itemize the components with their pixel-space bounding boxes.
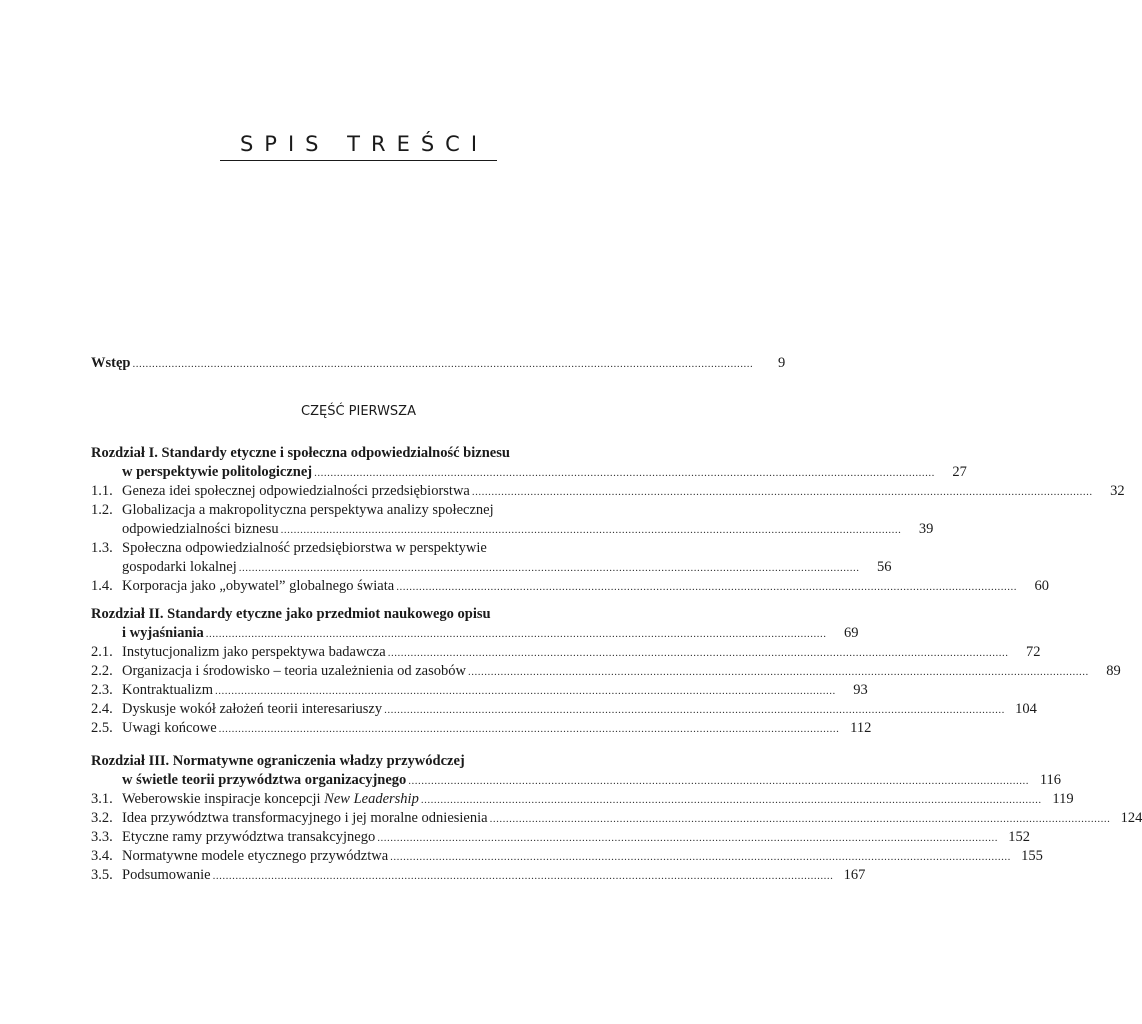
section-entry[interactable] [91, 828, 1030, 847]
dot-leader: ............................................................................................................................................................................................... [408, 775, 1030, 787]
section-number: 1.4. [91, 578, 113, 594]
chapter-title-line2[interactable]: w świetle teorii przywództwa organizacyjnego [122, 772, 407, 788]
section-number: 3.2. [91, 810, 113, 826]
chapter-2 [91, 605, 1121, 738]
section-title: Instytucjonalizm jako perspektywa badawcza [122, 644, 386, 660]
dot-leader: ............................................................................................................................................................................................... [314, 467, 935, 479]
dot-leader: ............................................................................................................................................................................................... [468, 666, 1089, 678]
dot-leader: ............................................................................................................................................................................................... [215, 685, 836, 697]
section-page: 119 [1052, 791, 1074, 807]
section-number: 3.5. [91, 867, 113, 883]
section-title: Podsumowanie [122, 867, 211, 883]
dot-leader: ............................................................................................................................................................................................... [132, 358, 754, 370]
section-page: 124 [1120, 810, 1142, 826]
section-title: Kontraktualizm [122, 682, 214, 698]
section-page: 60 [1034, 578, 1049, 594]
section-entry[interactable] [91, 662, 1121, 681]
section-entry[interactable] [91, 719, 872, 738]
chapter-page: 69 [844, 625, 859, 641]
dot-leader: ............................................................................................................................................................................................... [205, 628, 827, 640]
section-number: 2.5. [91, 720, 113, 736]
section-entry[interactable] [91, 577, 1049, 596]
chapter-page: 116 [1039, 772, 1062, 788]
section-title: Dyskusje wokół założeń teorii interesariuszy [122, 701, 383, 717]
section-entry[interactable] [91, 501, 623, 520]
chapter-title-line1[interactable]: Rozdział II. Standardy etyczne jako przedmiot naukowego opisu [91, 606, 491, 622]
chapter-page: 27 [952, 464, 967, 480]
section-title: Normatywne modele etycznego przywództwa [122, 848, 389, 864]
section-entry[interactable] [91, 847, 1043, 866]
section-title-italic: New Leadership [324, 791, 419, 807]
section-number: 2.2. [91, 663, 113, 679]
dot-leader: ............................................................................................................................................................................................... [420, 794, 1042, 806]
section-entry[interactable] [91, 866, 866, 885]
dot-leader: ............................................................................................................................................................................................... [489, 813, 1111, 825]
section-entry[interactable] [91, 790, 1074, 809]
section-entry[interactable] [91, 681, 868, 700]
chapter-title-line1[interactable]: Rozdział III. Normatywne ograniczenia władzy przywódczej [91, 753, 465, 769]
section-page: 112 [850, 720, 872, 736]
section-page: 32 [1110, 483, 1125, 499]
section-page: 155 [1021, 848, 1043, 864]
dot-leader: ............................................................................................................................................................................................... [238, 562, 860, 574]
section-title: Idea przywództwa transformacyjnego i jej moralne odniesienia [122, 810, 488, 826]
section-number: 3.1. [91, 791, 113, 807]
section-title: Społeczna odpowiedzialność przedsiębiorstwa w perspektywie [122, 540, 487, 556]
intro-label: Wstęp [91, 355, 131, 371]
section-title: Organizacja i środowisko – teoria uzależnienia od zasobów [122, 663, 466, 679]
section-entry[interactable] [91, 539, 623, 558]
dot-leader: ............................................................................................................................................................................................... [390, 851, 1011, 863]
section-page: 72 [1025, 644, 1041, 660]
section-title: Korporacja jako „obywatel” globalnego świata [122, 578, 395, 594]
section-entry[interactable] [91, 482, 1125, 501]
section-number: 3.3. [91, 829, 113, 845]
dot-leader: ............................................................................................................................................................................................... [218, 723, 840, 735]
dot-leader: ............................................................................................................................................................................................... [377, 832, 998, 844]
chapter-1 [91, 444, 1125, 596]
section-number: 1.3. [91, 540, 113, 556]
dot-leader: ............................................................................................................................................................................................... [396, 581, 1017, 593]
section-page: 167 [843, 867, 866, 883]
heading-rule [220, 160, 497, 161]
section-entry[interactable] [91, 809, 1142, 828]
section-number: 2.1. [91, 644, 113, 660]
section-number: 1.1. [91, 483, 113, 499]
chapter-title-line1[interactable]: Rozdział I. Standardy etyczne i społeczna odpowiedzialność biznesu [91, 445, 510, 461]
dot-leader: ............................................................................................................................................................................................... [387, 647, 1009, 659]
section-page: 39 [918, 521, 934, 537]
section-title: Etyczne ramy przywództwa transakcyjnego [122, 829, 376, 845]
section-number: 3.4. [91, 848, 113, 864]
dot-leader: ............................................................................................................................................................................................... [212, 870, 834, 882]
section-title: Uwagi końcowe [122, 720, 217, 736]
intro-entry[interactable] [91, 354, 786, 373]
section-page: 56 [877, 559, 892, 575]
section-number: 1.2. [91, 502, 113, 518]
chapter-title-line2[interactable]: i wyjaśniania [122, 625, 204, 641]
section-title: Globalizacja a makropolityczna perspektywa analizy społecznej [122, 502, 494, 518]
intro-page: 9 [777, 355, 786, 371]
section-page: 104 [1015, 701, 1037, 717]
section-entry[interactable] [91, 700, 1037, 719]
section-title: Weberowskie inspiracje koncepcji [122, 791, 325, 807]
section-entry[interactable] [91, 643, 1041, 662]
page-heading: SPIS TREŚCI [239, 132, 489, 156]
section-title-cont: odpowiedzialności biznesu [122, 521, 279, 537]
chapter-title-line2[interactable]: w perspektywie politologicznej [122, 464, 313, 480]
dot-leader: ............................................................................................................................................................................................... [471, 486, 1093, 498]
section-page: 152 [1008, 829, 1030, 845]
section-number: 2.4. [91, 701, 113, 717]
section-title-cont: gospodarki lokalnej [122, 559, 237, 575]
section-page: 93 [853, 682, 868, 698]
dot-leader: ............................................................................................................................................................................................... [280, 524, 902, 536]
part-title: CZĘŚĆ PIERWSZA [301, 404, 416, 419]
section-page: 89 [1106, 663, 1121, 679]
dot-leader: ............................................................................................................................................................................................... [384, 704, 1005, 716]
chapter-3 [91, 752, 1142, 885]
section-title: Geneza idei społecznej odpowiedzialności przedsiębiorstwa [122, 483, 470, 499]
section-number: 2.3. [91, 682, 113, 698]
